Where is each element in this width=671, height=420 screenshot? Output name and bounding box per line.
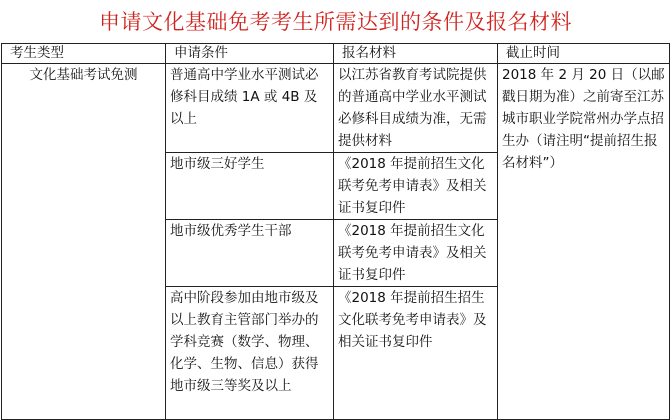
deadline-cell: 2018 年 2 月 20 日（以邮戳日期为准）之前寄至江苏城市职业学院常州办学点招生办（请注明“提前招生报名材料”） [498, 64, 670, 420]
header-materials: 报名材料 [334, 44, 498, 64]
condition-cell: 普通高中学业水平测试必修科目成绩 1A 或 4B 及以上 [166, 64, 334, 153]
materials-cell: 《2018 年提前招生招生文化联考免考申请表》及相关证书复印件 [334, 287, 498, 420]
materials-cell: 《2018 年提前招生文化联考免考申请表》及相关证书复印件 [334, 153, 498, 220]
condition-cell: 高中阶段参加由地市级及以上教育主管部门举办的学科竞赛（数学、物理、化学、生物、信息）获得地市级三等奖及以上 [166, 287, 334, 420]
page-title: 申请文化基础免考考生所需达到的条件及报名材料 [99, 10, 572, 34]
header-condition: 申请条件 [166, 44, 334, 64]
header-student-type: 考生类型 [2, 44, 166, 64]
materials-cell: 以江苏省教育考试院提供的普通高中学业水平测试必修科目成绩为准，无需提供材料 [334, 64, 498, 153]
condition-cell: 地市级优秀学生干部 [166, 220, 334, 287]
materials-cell: 《2018 年提前招生文化联考免考申请表》及相关证书复印件 [334, 220, 498, 287]
requirements-table [1, 43, 670, 420]
table-header-row [2, 44, 670, 64]
student-type-cell: 文化基础考试免测 [2, 64, 166, 420]
table-row [2, 64, 670, 153]
condition-cell: 地市级三好学生 [166, 153, 334, 220]
header-deadline: 截止时间 [498, 44, 670, 64]
